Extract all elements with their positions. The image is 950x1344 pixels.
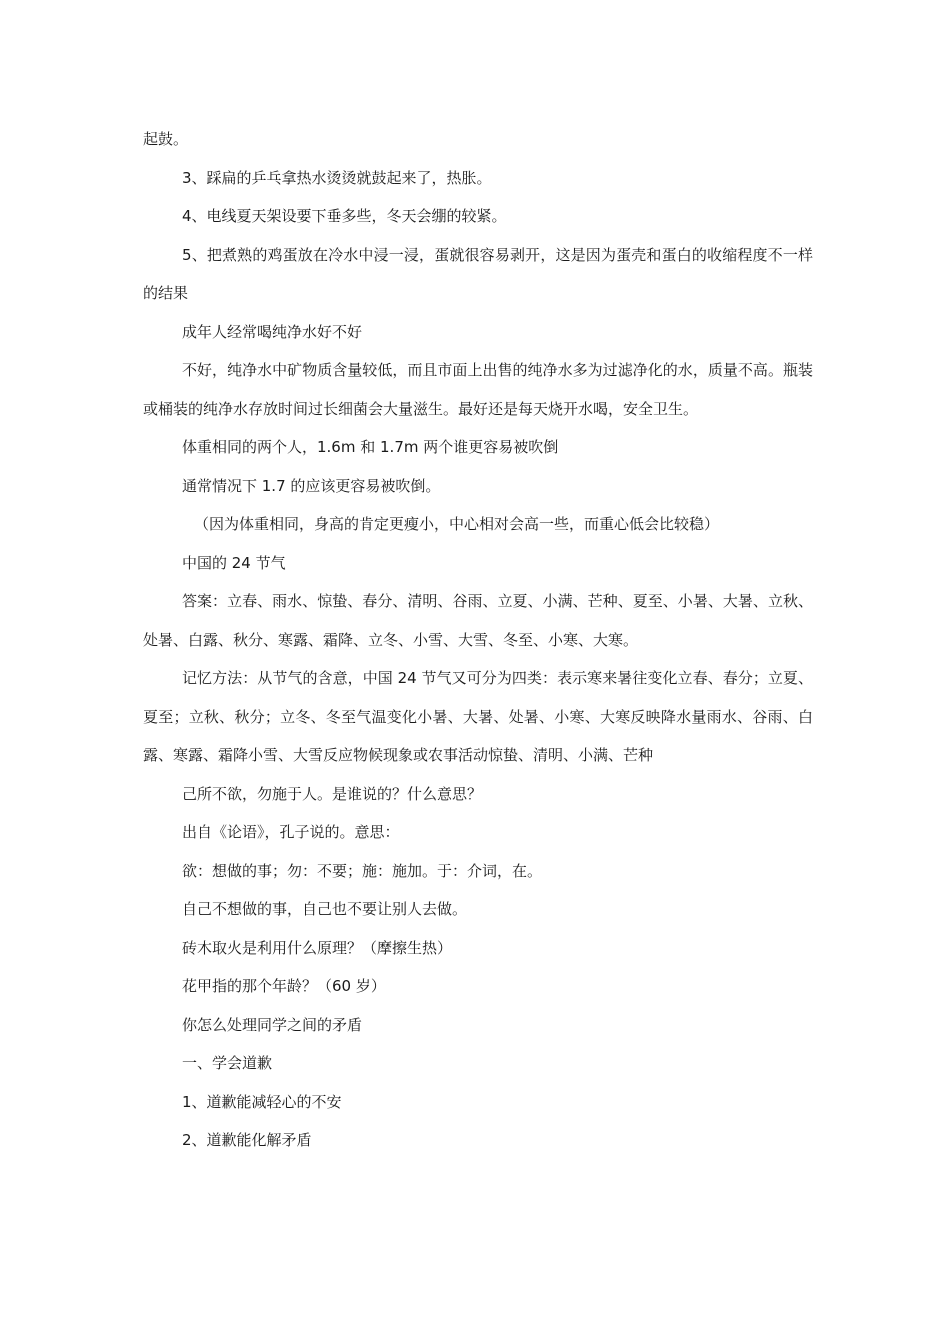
question-water: 成年人经常喝纯净水好不好 [182, 322, 363, 341]
section-apologize: 一、学会道歉 [182, 1054, 273, 1072]
question-huajia: 花甲指的那个年龄？（60 岁） [182, 977, 386, 995]
answer-confucius-meaning: 自己不想做的事，自己也不要让别人去做。 [182, 900, 468, 918]
answer-wind: 通常情况下 1.7 的应该更容易被吹倒。 [182, 476, 441, 495]
paragraph-continuation: 起鼓。 [143, 130, 189, 148]
list-item-3: 3、踩扁的乒乓拿热水烫烫就鼓起来了，热胀。 [182, 168, 492, 187]
answer-confucius-words: 欲：想做的事；勿：不要；施：施加。于：介词，在。 [182, 861, 543, 880]
memory-method: 记忆方法：从节气的含意，中国 24 节气又可分为四类：表示寒来暑往变化立春、春分；立夏、夏至；立秋、秋分；立冬、冬至气温变化小暑、大暑、处暑、小寒、大寒反映降水量雨水、谷雨、白露、寒露、霜降小雪、大雪反应物候现象或农事活动惊蛰、清明、小满、芒种 [143, 669, 813, 764]
question-solar-terms: 中国的 24 节气 [182, 553, 286, 572]
document-body [143, 120, 813, 1160]
list-item-4: 4、电线夏天架设要下垂多些，冬天会绷的较紧。 [182, 207, 507, 225]
answer-water: 不好，纯净水中矿物质含量较低，而且市面上出售的纯净水多为过滤净化的水，质量不高。瓶装或桶装的纯净水存放时间过长细菌会大量滋生。最好还是每天烧开水喝，安全卫生。 [143, 361, 813, 418]
question-wind: 体重相同的两个人，1.6m 和 1.7m 两个谁更容易被吹倒 [182, 438, 559, 456]
list-item-5: 5、把煮熟的鸡蛋放在冷水中浸一浸，蛋就很容易剥开，这是因为蛋壳和蛋白的收缩程度不一样的结果 [143, 245, 813, 302]
question-confucius: 己所不欲，勿施于人。是谁说的？什么意思？ [182, 784, 483, 803]
apologize-point-2: 2、道歉能化解矛盾 [182, 1131, 312, 1149]
answer-confucius-source: 出自《论语》，孔子说的。意思： [182, 823, 400, 841]
answer-solar-terms: 答案：立春、雨水、惊蛰、春分、清明、谷雨、立夏、小满、芒种、夏至、小暑、大暑、立秋、处暑、白露、秋分、寒露、霜降、立冬、小雪、大雪、冬至、小寒、大寒。 [143, 592, 813, 649]
answer-wind-note: （因为体重相同，身高的肯定更瘦小，中心相对会高一些，而重心低会比较稳） [194, 515, 720, 533]
question-fire: 砖木取火是利用什么原理？（摩擦生热） [182, 938, 453, 957]
question-conflict: 你怎么处理同学之间的矛盾 [182, 1015, 363, 1034]
apologize-point-1: 1、道歉能减轻心的不安 [182, 1092, 342, 1111]
